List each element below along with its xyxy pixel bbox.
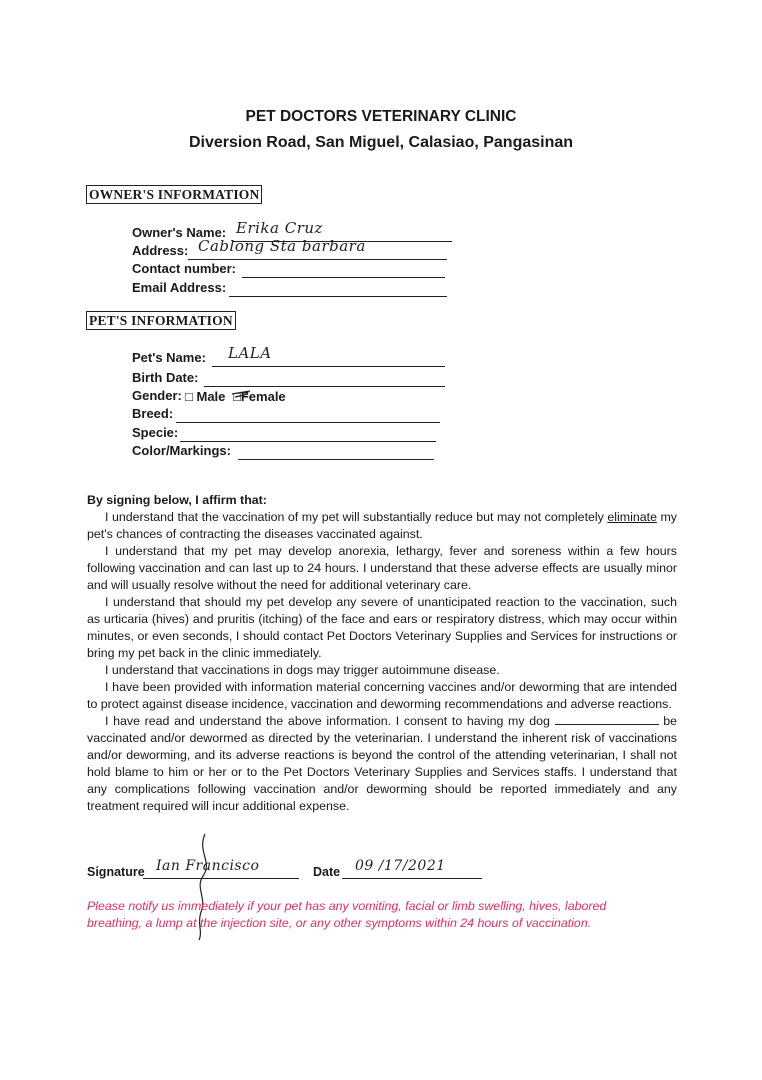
pet-color-label: Color/Markings:: [132, 443, 231, 458]
owner-contact-line: [242, 277, 445, 278]
pet-name-label: Pet's Name:: [132, 350, 206, 365]
date-value: 09 /17/2021: [355, 858, 446, 874]
affirmation-block: [87, 492, 677, 815]
owner-email-label: Email Address:: [132, 280, 227, 295]
pet-name-field[interactable]: [132, 350, 445, 368]
affirmation-paragraph-4: I understand that vaccinations in dogs may trigger autoimmune disease.: [105, 663, 500, 677]
affirmation-lead: By signing below, I affirm that:: [87, 493, 267, 507]
owner-address-label: Address:: [132, 243, 189, 258]
date-label: Date: [313, 865, 341, 879]
owner-email-line: [229, 296, 447, 297]
gender-male-label: Male: [196, 389, 226, 404]
pet-birth-line: [204, 386, 445, 387]
date-line[interactable]: [342, 878, 482, 879]
pet-name-value: LALA: [228, 344, 272, 362]
pet-breed-label: Breed:: [132, 406, 174, 421]
pet-gender-label: Gender:: [132, 388, 182, 403]
gender-female-label: Female: [240, 389, 286, 404]
pet-breed-line: [176, 422, 440, 423]
pet-breed-field[interactable]: [132, 406, 440, 424]
affirmation-paragraph-2: I understand that my pet may develop anorexia, lethargy, fever and soreness within a few hours following vaccination and can last up to 24 hours. I understand that these adverse effects are usually minor and will usually resolve without the need for additional veterinary care.: [87, 544, 677, 592]
dog-name-blank[interactable]: [555, 714, 659, 725]
gender-male-checkbox[interactable]: □: [185, 389, 193, 404]
pet-color-line: [238, 459, 434, 460]
signature-value: Ian Francisco: [156, 858, 260, 874]
post-vaccination-notice: Please notify us immediately if your pet has any vomiting, facial or limb swelling, hives, labored breathing, a lump at the injection site, or any other symptoms within 24 hours of vaccination.: [87, 899, 607, 930]
pet-birth-label: Birth Date:: [132, 370, 199, 385]
gender-male-option[interactable]: [185, 389, 225, 404]
signature-label: Signature: [87, 865, 145, 879]
owner-email-field[interactable]: [132, 280, 447, 298]
owner-contact-label: Contact number:: [132, 261, 236, 276]
gender-female-checkbox[interactable]: □: [233, 389, 241, 404]
owner-contact-field[interactable]: [132, 261, 445, 279]
affirmation-paragraph-6: I have read and understand the above information. I consent to having my dog be vaccinated and/or dewormed as directed by the veterinarian. I understand the inherent risk of vaccinations and/or deworming, and its adverse reactions is beyond the control of the attending veterinarian, I shall not hold blame to him or her or to the Pet Doctors Veterinary Supplies and Services staffs. I understand that any complications following vaccination and/or deworming should be reported immediately and any treatment required will incur additional expense.: [87, 714, 677, 813]
affirmation-paragraph-1: I understand that the vaccination of my pet will substantially reduce but may not completely eliminate my pet's chances of contracting the diseases vaccinated against.: [87, 510, 677, 541]
pet-name-line: [212, 366, 445, 367]
female-check-mark-icon: [230, 388, 252, 402]
owner-address-line: [188, 259, 447, 260]
owner-section-heading: OWNER'S INFORMATION: [86, 185, 262, 204]
pet-specie-label: Specie:: [132, 425, 179, 440]
pet-specie-field[interactable]: [132, 425, 436, 443]
clinic-name: PET DOCTORS VETERINARY CLINIC: [245, 108, 517, 125]
clinic-address: Diversion Road, San Miguel, Calasiao, Pangasinan: [188, 134, 574, 151]
owner-name-value: Erika Cruz: [236, 219, 323, 237]
owner-name-label: Owner's Name:: [132, 225, 227, 240]
owner-address-value: Cablong Sta barbara: [198, 237, 366, 255]
pet-specie-line: [180, 441, 436, 442]
pet-birth-field[interactable]: [132, 370, 445, 388]
affirmation-paragraph-3: I understand that should my pet develop any severe of unanticipated reaction to the vaccination, such as urticaria (hives) and pruritis (itching) of the face and ears or respiratory distress, which may occur within minutes, or even seconds, I should contact Pet Doctors Veterinary Supplies and Services for instructions or bring my pet back in the clinic immediately.: [87, 595, 677, 660]
pet-color-field[interactable]: [132, 443, 434, 461]
affirmation-paragraph-5: I have been provided with information material concerning vaccines and/or deworming that are intended to protect against disease incidence, vaccination and deworming recommendations and adverse reactions.: [87, 680, 677, 711]
pet-section-heading: PET'S INFORMATION: [86, 311, 236, 330]
